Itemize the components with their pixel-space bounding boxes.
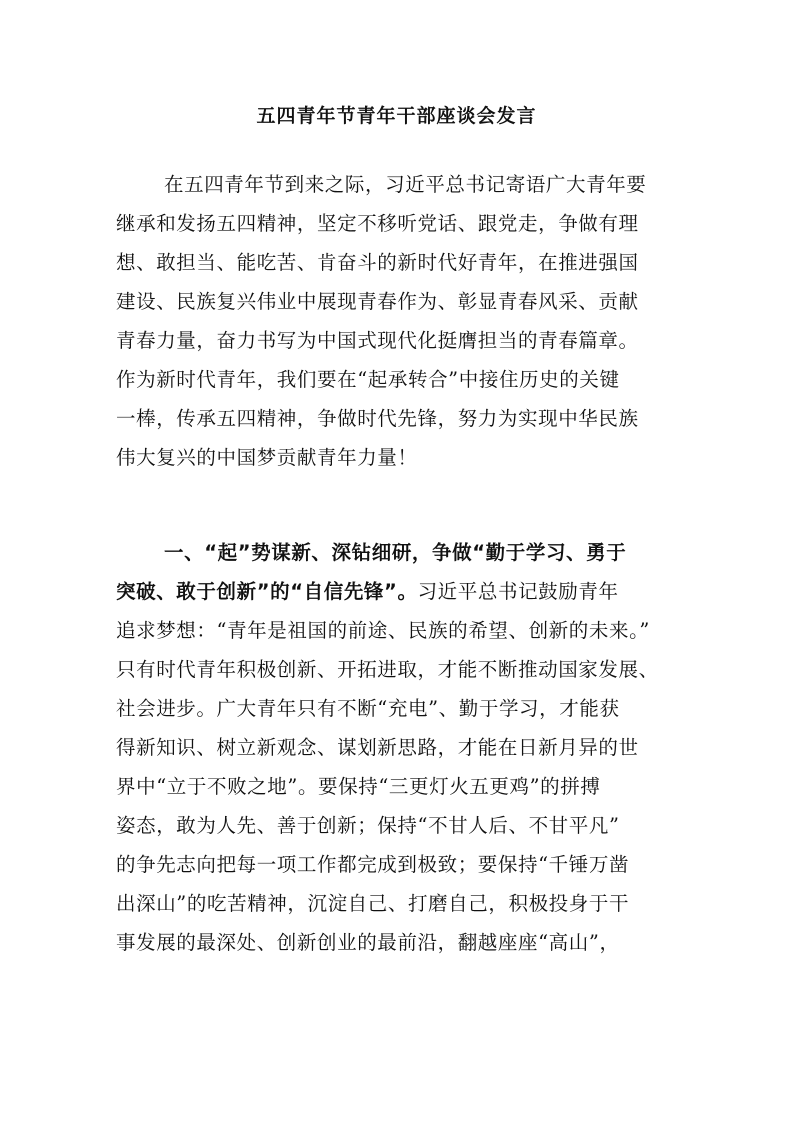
- paragraph-line: 想、敢担当、能吃苦、肯奋斗的新时代好青年，在推进强国: [116, 251, 639, 274]
- paragraph-line: 青春力量，奋力书写为中国式现代化挺膺担当的青春篇章。: [116, 329, 639, 352]
- paragraph-line: 的争先志向把每一项工作都完成到极致；要保持“千锤万凿: [116, 853, 630, 876]
- paragraph-line: 只有时代青年积极创新、开拓进取，才能不断推动国家发展、: [116, 658, 659, 681]
- paragraph-line: 姿态，敢为人先、善于创新；保持“不甘人后、不甘平凡”: [116, 814, 620, 837]
- paragraph-line: 得新知识、树立新观念、谋划新思路，才能在日新月异的世: [116, 736, 639, 759]
- paragraph-line: 一棒，传承五四精神，争做时代先锋，努力为实现中华民族: [116, 407, 639, 430]
- section-heading-continued: [116, 572, 676, 611]
- section-heading-bold: 突破、敢于创新”的“自信先锋”。: [116, 580, 418, 603]
- paragraph-line: 作为新时代青年，我们要在“起承转合”中接住历史的关键: [116, 368, 620, 391]
- paragraph-line: 在五四青年节到来之际，习近平总书记寄语广大青年要: [164, 173, 647, 196]
- section-text: 习近平总书记鼓励青年: [417, 580, 619, 603]
- document-title: 五四青年节青年干部座谈会发言: [256, 105, 537, 127]
- paragraph-line: 继承和发扬五四精神，坚定不移听党话、跟党走，争做有理: [116, 212, 639, 235]
- paragraph-line: 社会进步。广大青年只有不断“充电”、勤于学习，才能获: [116, 697, 620, 720]
- paragraph-line: 界中“立于不败之地”。要保持“三更灯火五更鸡”的拼搏: [116, 775, 601, 798]
- section-heading: 一、“起”势谋新、深钻细研，争做“勤于学习、勇于: [164, 541, 627, 564]
- section-one-paragraph: [116, 533, 676, 962]
- paragraph-line: 追求梦想：“青年是祖国的前途、民族的希望、创新的未来。”: [116, 619, 650, 642]
- paragraph-line: 出深山”的吃苦精神，沉淀自己、打磨自己，积极投身于干: [116, 892, 630, 915]
- paragraph-line: 事发展的最深处、创新创业的最前沿，翻越座座“高山”，: [116, 931, 620, 954]
- intro-paragraph: [116, 165, 676, 477]
- paragraph-line: 伟大复兴的中国梦贡献青年力量！: [116, 446, 418, 469]
- paragraph-line: 建设、民族复兴伟业中展现青春作为、彰显青春风采、贡献: [116, 290, 639, 313]
